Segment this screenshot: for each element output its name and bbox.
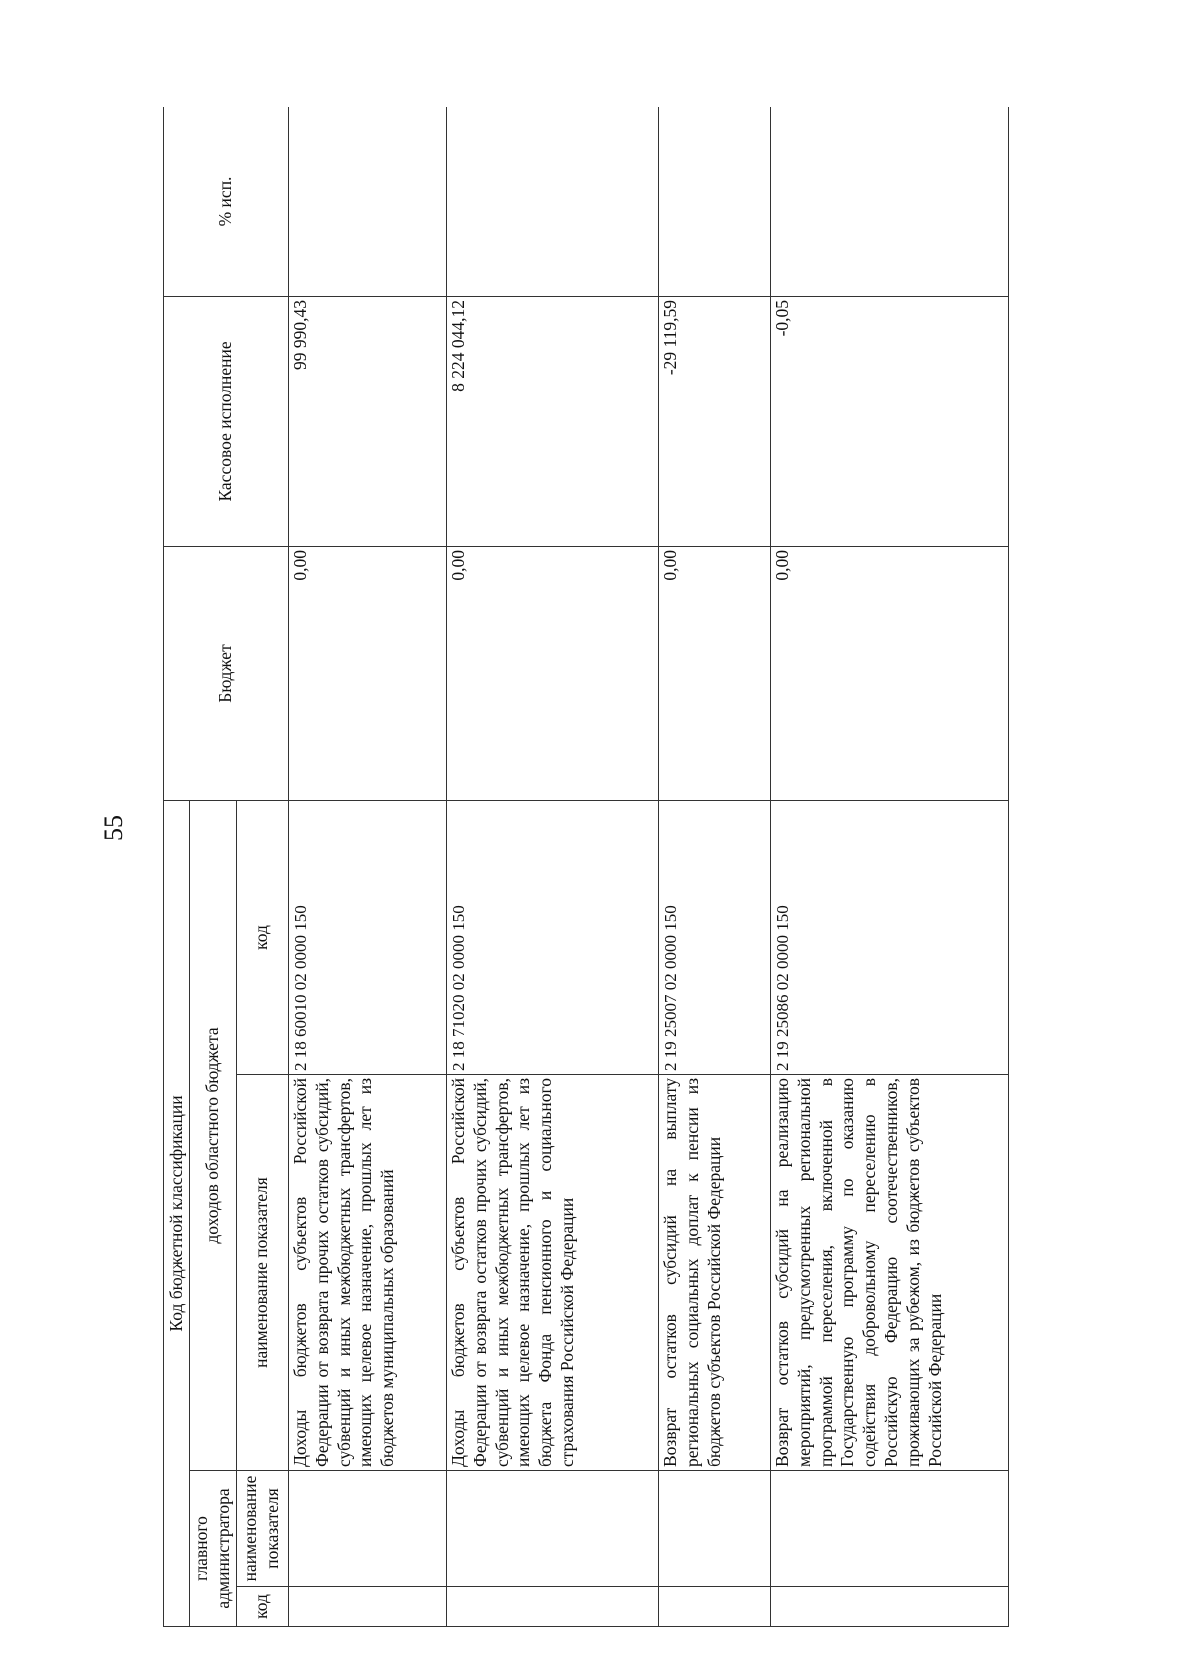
budget-table [163,107,1009,1627]
cell-admin-code [658,1587,770,1627]
cell-percent [288,107,446,296]
header-admin-name: наименование показателя [236,1471,288,1587]
cell-code: 2 19 25007 02 0000 150 [658,800,770,1074]
cell-cash: -29 119,59 [658,296,770,546]
header-cash: Кассовое исполнение [164,296,289,546]
cell-admin-code [446,1587,658,1627]
cell-code: 2 19 25086 02 0000 150 [770,800,1008,1074]
header-chief-admin: главного администратора [190,1471,237,1627]
table-row [658,107,770,1627]
cell-cash: 99 990,43 [288,296,446,546]
cell-name: Возврат остатков субсидий на выплату региональных социальных доплат к пенсии из бюджетов субъектов Российской Федерации [658,1075,770,1471]
header-income-name: наименование показателя [236,1075,288,1471]
cell-name: Возврат остатков субсидий на реализацию мероприятий, предусмотренных региональной программой переселения, включенной в Государственную программу по оказанию содействия добровольному переселению в Российскую Федерацию соотечественников, проживающих за рубежом, из бюджетов субъектов Российской Федерации [770,1075,1008,1471]
cell-code: 2 18 60010 02 0000 150 [288,800,446,1074]
cell-code: 2 18 71020 02 0000 150 [446,800,658,1074]
cell-name: Доходы бюджетов субъектов Российской Федерации от возврата остатков прочих субсидий, субвенций и иных межбюджетных трансфертов, имеющих целевое назначение, прошлых лет из бюджета Фонда пенсионного и социального страхования Российской Федерации [446,1075,658,1471]
cell-name: Доходы бюджетов субъектов Российской Федерации от возврата прочих остатков субсидий, субвенций и иных межбюджетных трансфертов, имеющих целевое назначение, прошлых лет из бюджетов муниципальных образований [288,1075,446,1471]
table-sheet [163,107,1048,1627]
cell-admin-name [770,1471,1008,1587]
cell-admin-name [446,1471,658,1587]
cell-percent [446,107,658,296]
table-row [288,107,446,1627]
cell-budget: 0,00 [446,546,658,800]
cell-budget: 0,00 [658,546,770,800]
cell-cash: 8 224 044,12 [446,296,658,546]
cell-budget: 0,00 [288,546,446,800]
cell-admin-code [288,1587,446,1627]
header-regional-income: доходов областного бюджета [190,800,237,1470]
cell-cash: -0,05 [770,296,1008,546]
cell-admin-name [658,1471,770,1587]
header-income-code: код [236,800,288,1074]
cell-admin-code [770,1587,1008,1627]
table-row [446,107,658,1627]
header-admin-code: код [236,1587,288,1627]
cell-admin-name [288,1471,446,1587]
cell-percent [770,107,1008,296]
header-budget: Бюджет [164,546,289,800]
header-classification: Код бюджетной классификации [164,800,190,1626]
header-percent: % исп. [164,107,289,296]
cell-budget: 0,00 [770,546,1008,800]
table-row [770,107,1008,1627]
rotated-table-wrapper [163,107,1048,1627]
page-number: 55 [99,815,128,841]
cell-percent [658,107,770,296]
